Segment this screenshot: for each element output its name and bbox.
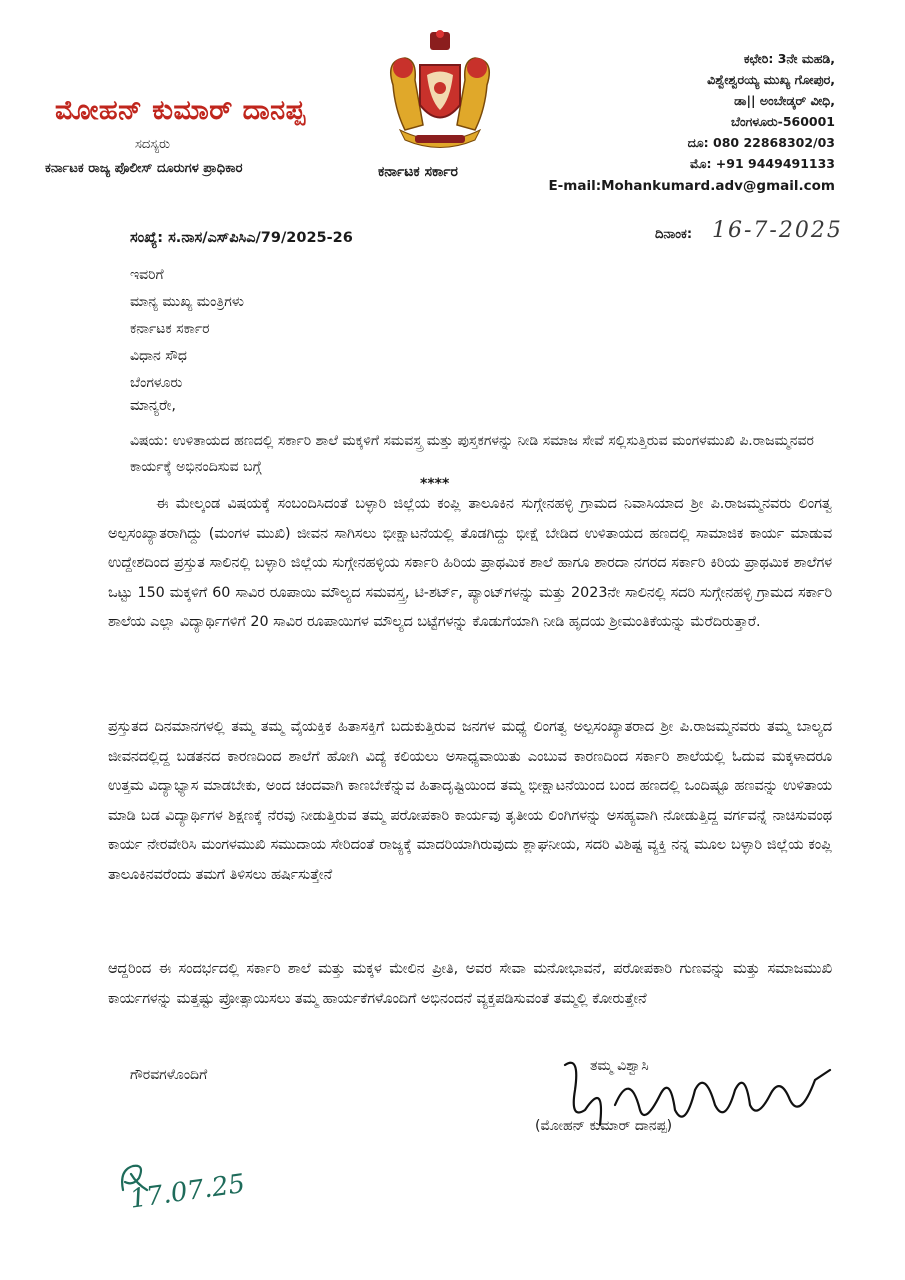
date-label: ದಿನಾಂಕ: xyxy=(655,227,693,242)
phone-line: ದೂ: 080 22868302/03 xyxy=(687,135,835,150)
body-paragraph: ಆದ್ದರಿಂದ ಈ ಸಂದರ್ಭದಲ್ಲಿ ಸರ್ಕಾರಿ ಶಾಲೆ ಮತ್ತು ಮಕ್ಕಳ ಮೇಲಿನ ಪ್ರೀತಿ, ಅವರ ಸೇವಾ ಮನೋಭಾವನೆ, ಪರೋಪಕಾರಿ ಗುಣವನ್ನು ಮತ್ತು ಸಮಾಜಮುಖಿ ಕಾರ್ಯಗಳನ್ನು ಮತ್ತಷ್ಟು ಪ್ರೋತ್ಸಾಯಿಸಲು ತಮ್ಮ ಹಾರ್ಯಕೆಗಳೊಂದಿಗೆ ಅಭಿನಂದನೆ ವ್ಯಕ್ತಪಡಿಸುವಂತೆ ತಮ್ಮಲ್ಲಿ ಕೋರುತ್ತೇನೆ xyxy=(108,961,832,1007)
addressee-line: ವಿಧಾನ ಸೌಧ xyxy=(130,348,187,364)
addressee-line: ಇವರಿಗೆ xyxy=(130,267,164,283)
separator-stars: **** xyxy=(420,476,450,492)
addressee-block xyxy=(130,262,244,397)
closing-phrase: ಗೌರವಗಳೊಂದಿಗೆ xyxy=(130,1067,208,1083)
office-address xyxy=(688,48,835,174)
sender-name: ಮೋಹನ್ ಕುಮಾರ್ ದಾನಪ್ಪ xyxy=(55,95,306,126)
addressee-line: ಮಾನ್ಯ ಮುಖ್ಯ ಮಂತ್ರಿಗಳು xyxy=(130,294,244,310)
yours-faithfully: ತಮ್ಮ ವಿಶ್ವಾಸಿ xyxy=(590,1058,649,1074)
mobile-line: ಮೊ: +91 9449491133 xyxy=(689,156,835,171)
address-line: ಕಛೇರಿ: 3ನೇ ಮಹಡಿ, xyxy=(743,51,835,66)
addressee-line: ಬೆಂಗಳೂರು xyxy=(130,375,183,391)
received-date: 17.07.25 xyxy=(128,1168,247,1215)
address-line: ಡಾ|| ಅಂಬೇಡ್ಕರ್ ವೀಧಿ, xyxy=(734,93,835,108)
sender-organization: ಕರ್ನಾಟಕ ರಾಜ್ಯ ಪೊಲೀಸ್ ದೂರುಗಳ ಪ್ರಾಧಿಕಾರ xyxy=(45,161,243,176)
government-label: ಕರ್ನಾಟಕ ಸರ್ಕಾರ xyxy=(378,164,458,180)
address-line: ವಿಶ್ವೇಶ್ವರಯ್ಯ ಮುಖ್ಯ ಗೋಪುರ, xyxy=(707,72,835,87)
address-line: ಬೆಂಗಳೂರು-560001 xyxy=(730,114,835,129)
body-paragraph: ಪ್ರಸ್ತುತದ ದಿನಮಾನಗಳಲ್ಲಿ ತಮ್ಮ ತಮ್ಮ ವೈಯಕ್ತಿಕ ಹಿತಾಸಕ್ತಿಗೆ ಬದುಕುತ್ತಿರುವ ಜನಗಳ ಮಧ್ಯೆ ಲಿಂಗತ್ವ ಅಲ್ಪಸಂಖ್ಯಾತರಾದ ಶ್ರೀ ಪಿ.ರಾಜಮ್ಮನವರು ತಮ್ಮ ಬಾಲ್ಯದ ಜೀವನದಲ್ಲಿದ್ದ ಬಡತನದ ಕಾರಣದಿಂದ ಶಾಲೆಗೆ ಹೋಗಿ ವಿದ್ಯೆ ಕಲಿಯಲು ಅಸಾಧ್ಯವಾಯಿತು ಎಂಬುವ ಕಾರಣದಿಂದ ಸರ್ಕಾರಿ ಶಾಲೆಯಲ್ಲಿ ಓದುವ ಮಕ್ಕಳಾದರೂ ಉತ್ತಮ ವಿದ್ಯಾಭ್ಯಾಸ ಮಾಡಬೇಕು, ಅಂದ ಚಂದವಾಗಿ ಕಾಣಬೇಕೆನ್ನುವ ಹಿತಾದೃಷ್ಟಿಯಿಂದ ತಮ್ಮ ಭೀಕ್ಷಾಟನೆಯಿಂದ ಬಂದ ಹಣದಲ್ಲಿ ಒಂದಿಷ್ಟೂ ಹಣವನ್ನು ಉಳಿತಾಯ ಮಾಡಿ ಬಡ ವಿದ್ಯಾರ್ಥಿಗಳ ಶಿಕ್ಷಣಕ್ಕೆ ನೆರವು ನೀಡುತ್ತಿರುವ ತಮ್ಮ ಪರೋಪಕಾರಿ ಕಾರ್ಯವು ತೃತೀಯ ಲಿಂಗಿಗಳನ್ನು ಅಸಹ್ಯವಾಗಿ ನೋಡುತ್ತಿದ್ದ ವರ್ಗವನ್ನೆ ನಾಚಿಸುವಂಥ ಕಾರ್ಯ ನೇರವೇರಿಸಿ ಮಂಗಳಮುಖಿ ಸಮುದಾಯ ಸೇರಿದಂತೆ ರಾಜ್ಯಕ್ಕೆ ಮಾದರಿಯಾಗಿರುವುದು ಶ್ಲಾಘನೀಯ, ಸದರಿ ವಿಶಿಷ್ಟ ವ್ಯಕ್ತಿ ನನ್ನ ಮೂಲ ಬಳ್ಳಾರಿ ಜಿಲ್ಲೆಯ ಕಂಪ್ಲಿ ತಾಲೂಕಿನವರೆಂದು ತಮಗೆ ತಿಳಿಸಲು ಹರ್ಷಿಸುತ್ತೇನೆ xyxy=(108,719,832,883)
body-paragraph: ಈ ಮೇಲ್ಕಂಡ ವಿಷಯಕ್ಕೆ ಸಂಬಂದಿಸಿದಂತೆ ಬಳ್ಳಾರಿ ಜಿಲ್ಲೆಯ ಕಂಪ್ಲಿ ತಾಲೂಕಿನ ಸುಗ್ಗೇನಹಳ್ಳಿ ಗ್ರಾಮದ ನಿವಾಸಿಯಾದ ಶ್ರೀ ಪಿ.ರಾಜಮ್ಮನವರು ಲಿಂಗತ್ವ ಅಲ್ಪಸಂಖ್ಯಾತರಾಗಿದ್ದು (ಮಂಗಳ ಮುಖಿ) ಜೀವನ ಸಾಗಿಸಲು ಭೀಕ್ಷಾಟನೆಯಲ್ಲಿ ತೊಡಗಿದ್ದು ಭೀಕ್ಷೆ ಬೇಡಿದ ಉಳಿತಾಯದ ಹಣದಲ್ಲಿ ಸಾಮಾಜಿಕ ಕಾರ್ಯ ಮಾಡುವ ಉದ್ದೇಶದಿಂದ ಪ್ರಸ್ತುತ ಸಾಲಿನಲ್ಲಿ ಬಳ್ಳಾರಿ ಜಿಲ್ಲೆಯ ಸುಗ್ಗೇನಹಳ್ಳಿಯ ಸರ್ಕಾರಿ ಹಿರಿಯ ಪ್ರಾಥಮಿಕ ಶಾಲೆ ಹಾಗೂ ಶಾರದಾ ನಗರದ ಸರ್ಕಾರಿ ಕಿರಿಯ ಪ್ರಾಥಮಿಕ ಶಾಲೆಗಳ ಒಟ್ಟು 150 ಮಕ್ಕಳಿಗೆ 60 ಸಾವಿರ ರೂಪಾಯಿ ಮೌಲ್ಯದ ಸಮವಸ್ತ್ರ, ಟಿ-ಶರ್ಟ್, ಪ್ಯಾಂಟ್‌ಗಳನ್ನು ಮತ್ತು 2023ನೇ ಸಾಲಿನಲ್ಲಿ ಸದರಿ ಸುಗ್ಗೇನಹಳ್ಳಿ ಗ್ರಾಮದ ಸರ್ಕಾರಿ ಶಾಲೆಯ ಎಲ್ಲಾ ವಿದ್ಯಾರ್ಥಿಗಳಿಗೆ 20 ಸಾವಿರ ರೂಪಾಯಿಗಳ ಮೌಲ್ಯದ ಬಟ್ಟೆಗಳನ್ನು ಕೊಡುಗೆಯಾಗಿ ನೀಡಿ ಹೃದಯ ಶ್ರೀಮಂತಿಕೆಯನ್ನು ಮೆರೆದಿರುತ್ತಾರೆ. xyxy=(108,496,832,630)
karnataka-emblem xyxy=(375,30,505,164)
reference-number: ಸಂಖ್ಯೆ: ಸ.ನಾಸ/ಎಸ್‌ಪಿಸಿಎ/79/2025-26 xyxy=(130,230,353,246)
sender-role: ಸದಸ್ಯರು xyxy=(135,137,171,152)
signatory-name: (ಮೋಹನ್ ಕುಮಾರ್ ದಾನಪ್ಪ) xyxy=(535,1118,673,1134)
addressee-line: ಕರ್ನಾಟಕ ಸರ್ಕಾರ xyxy=(130,321,210,337)
handwritten-date: 16-7-2025 xyxy=(712,218,843,243)
email-address: E-mail:Mohankumard.adv@gmail.com xyxy=(548,178,835,194)
salutation: ಮಾನ್ಯರೇ, xyxy=(130,398,177,414)
subject-line: ವಿಷಯ: ಉಳಿತಾಯದ ಹಣದಲ್ಲಿ ಸರ್ಕಾರಿ ಶಾಲೆ ಮಕ್ಕಳಿಗೆ ಸಮವಸ್ತ್ರ ಮತ್ತು ಪುಸ್ತಕಗಳನ್ನು ನೀಡಿ ಸಮಾಜ ಸೇವೆ ಸಲ್ಲಿಸುತ್ತಿರುವ ಮಂಗಳಮುಖಿ ಪಿ.ರಾಜಮ್ಮನವರ ಕಾರ್ಯಕ್ಕೆ ಅಭಿನಂದಿಸುವ ಬಗ್ಗೆ xyxy=(130,433,814,475)
